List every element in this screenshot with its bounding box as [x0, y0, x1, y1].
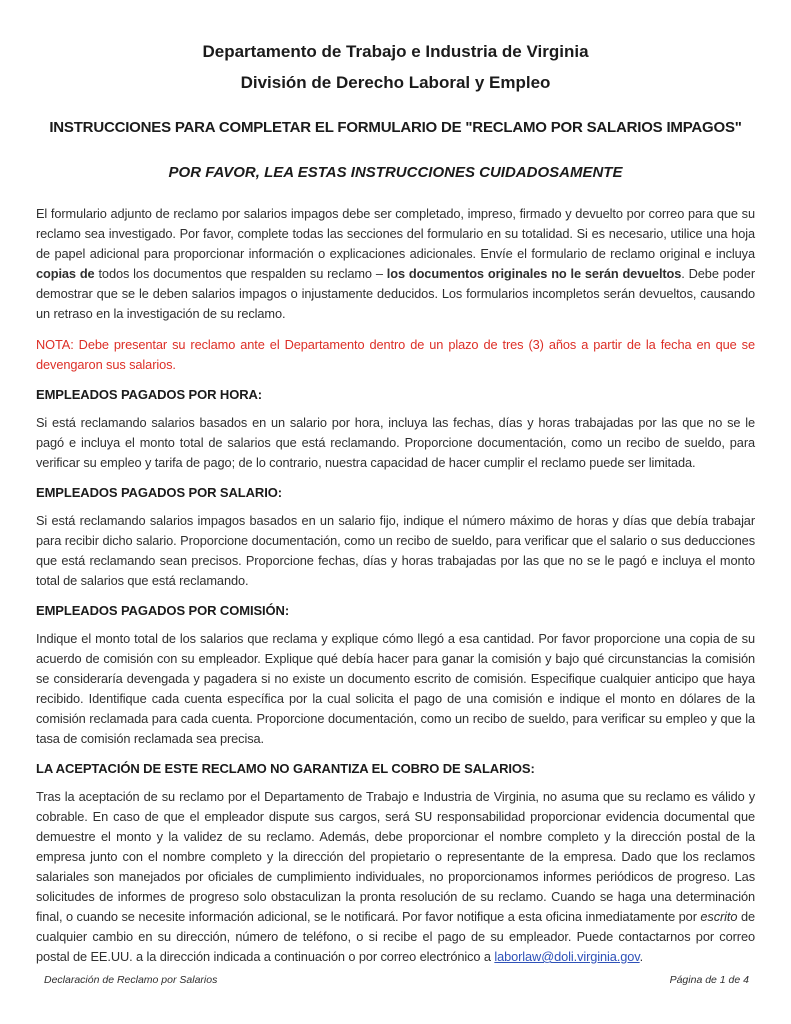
email-link[interactable]: laborlaw@doli.virginia.gov [494, 949, 640, 964]
section-hourly [36, 386, 755, 473]
nota-paragraph: NOTA: Debe presentar su reclamo ante el Departamento dentro de un plazo de tres (3) años a partir de la fecha en que se devengaron sus salarios. [36, 337, 755, 372]
intro-paragraph [36, 204, 755, 324]
section-heading-hourly: EMPLEADOS PAGADOS POR HORA: [36, 387, 263, 402]
text-run: de cualquier cambio en su dirección, número de teléfono, o si recibe el pago de su empleador. Puede contactarnos por correo postal de EE.UU. a la dirección indicada a continuación o por correo electrónico a [36, 909, 755, 964]
page-subtitle: División de Derecho Laboral y Empleo [240, 73, 551, 92]
read-carefully-notice: POR FAVOR, LEA ESTAS INSTRUCCIONES CUIDADOSAMENTE [168, 164, 623, 181]
footer-doc-title: Declaración de Reclamo por Salarios [44, 974, 218, 986]
text-run: Indique el monto total de los salarios que reclama y explique cómo llegó a esa cantidad. Por favor proporcione una copia de su acuerdo de comisión con su empleador. Explique qué debía hacer para ganar la comisión y bajo qué circunstancias la comisión se consideraría devengada y pagadera si no existe un documento escrito de comisión. Especifique cualquier anticipo que haya recibido. Identifique cada cuenta específica por la cual solicita el pago de una comisión e indique el monto en dólares de la comisión reclamada para cada cuenta. Proporcione documentación, como un recibo de sueldo, para verificar su empleo y que la tasa de comisión reclamada sea precisa. [36, 631, 755, 746]
text-run: Si está reclamando salarios impagos basados en un salario fijo, indique el número máximo de horas y días que debía trabajar para recibir dicho salario. Proporcione documentación, como un recibo de sueldo, para verificar que el salario o sus deducciones que está reclamando sean precisos. Proporcione fechas, días y horas trabajadas por las que no se le pagó e incluya el monto total de salarios que está reclamando. [36, 513, 755, 588]
instructions-heading: INSTRUCCIONES PARA COMPLETAR EL FORMULARIO DE "RECLAMO POR SALARIOS IMPAGOS" [49, 119, 742, 136]
section-heading-commission: EMPLEADOS PAGADOS POR COMISIÓN: [36, 603, 290, 618]
text-run: . Debe poder demostrar que se le deben salarios impagos o injustamente deducidos. Los formularios incompletos serán devueltos, causando un retraso en la investigación de su reclamo. [36, 266, 755, 321]
page-title: Departamento de Trabajo e Industria de Virginia [202, 42, 589, 61]
text-run: los documentos originales no le serán devueltos [386, 266, 682, 281]
section-body-commission [36, 629, 755, 749]
section-acceptance [36, 760, 755, 967]
section-salaried [36, 484, 755, 591]
text-run: . [639, 949, 644, 964]
section-commission [36, 602, 755, 749]
section-body-hourly [36, 413, 755, 473]
text-run: Tras la aceptación de su reclamo por el Departamento de Trabajo e Industria de Virginia, no asuma que su reclamo es válido y cobrable. En caso de que el empleador dispute sus cargos, será SU responsabilidad proporcionar evidencia documental que demuestre el monto y la validez de su reclamo. Además, debe proporcionar el nombre completo y la dirección postal de la empresa junto con el nombre completo y la dirección del propietario o representante de la empresa. Dado que los reclamos salariales son manejados por oficiales de cumplimiento individuales, no proporcionamos informes periódicos de progreso. Las solicitudes de informes de progreso solo obstaculizan la pronta resolución de su reclamo. Cuando se haga una determinación final, o cuando se necesite información adicional, se le notificará. Por favor notifique a esta oficina inmediatamente por [36, 789, 755, 924]
text-run: El formulario adjunto de reclamo por salarios impagos debe ser completado, impreso, firmado y devuelto por correo para que su reclamo sea investigado. Por favor, complete todas las secciones del formulario en su totalidad. Si es necesario, utilice una hoja de papel adicional para proporcionar información o explicaciones adicionales. Envíe el formulario de reclamo original e incluya [36, 206, 755, 261]
section-body-salaried [36, 511, 755, 591]
footer-page-number: Página de 1 de 4 [669, 974, 749, 986]
text-run: todos los documentos que respalden su reclamo – [94, 266, 387, 281]
section-body-acceptance [36, 787, 755, 967]
section-heading-salaried: EMPLEADOS PAGADOS POR SALARIO: [36, 485, 282, 500]
text-run: copias de [36, 266, 95, 281]
page-footer [44, 974, 749, 986]
text-run: Si está reclamando salarios basados en un salario por hora, incluya las fechas, días y horas trabajadas por las que no se le pagó e incluya el monto total de salarios que está reclamando. Proporcione documentación, como un recibo de sueldo, para verificar su empleo y tarifa de pago; de lo contrario, nuestra capacidad de hacer cumplir el reclamo puede ser limitada. [36, 415, 755, 470]
section-heading-acceptance: LA ACEPTACIÓN DE ESTE RECLAMO NO GARANTIZA EL COBRO DE SALARIOS: [36, 761, 535, 776]
text-run: escrito [700, 909, 738, 924]
